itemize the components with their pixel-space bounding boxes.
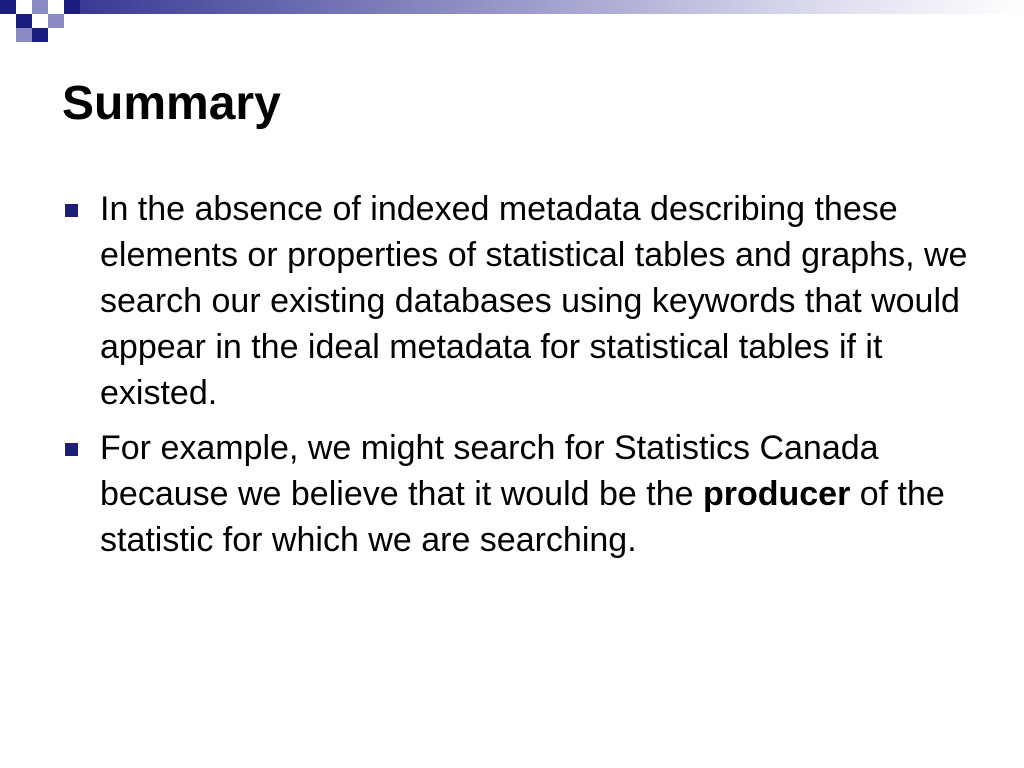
corner-square xyxy=(64,0,80,14)
slide-title: Summary xyxy=(62,77,281,130)
corner-square xyxy=(48,0,64,14)
bullet-item xyxy=(62,186,982,416)
corner-square xyxy=(16,0,32,14)
bullet-text-after: of the statistic for which we are searching. xyxy=(100,475,945,559)
corner-square xyxy=(48,14,64,28)
bullet-bold-term: producer xyxy=(702,475,851,513)
corner-square xyxy=(16,28,32,42)
square-bullet-icon xyxy=(65,204,78,217)
corner-square xyxy=(0,0,16,14)
bullet-list xyxy=(62,186,982,572)
square-bullet-icon xyxy=(65,443,78,456)
bullet-text: In the absence of indexed metadata describing these elements or properties of statistical tables and graphs, we search our existing databases using keywords that would appear in the ideal metadata for statistical tables if it existed. xyxy=(100,190,968,412)
bullet-text-before: For example, we might search for Statistics Canada because we believe that it would be the xyxy=(100,429,879,513)
corner-square xyxy=(32,28,48,42)
corner-square xyxy=(16,14,32,28)
corner-square xyxy=(32,0,48,14)
top-gradient-band xyxy=(0,0,1024,14)
corner-square xyxy=(0,14,16,28)
corner-square xyxy=(32,14,48,28)
corner-decoration xyxy=(0,0,80,40)
bullet-item xyxy=(62,425,982,563)
